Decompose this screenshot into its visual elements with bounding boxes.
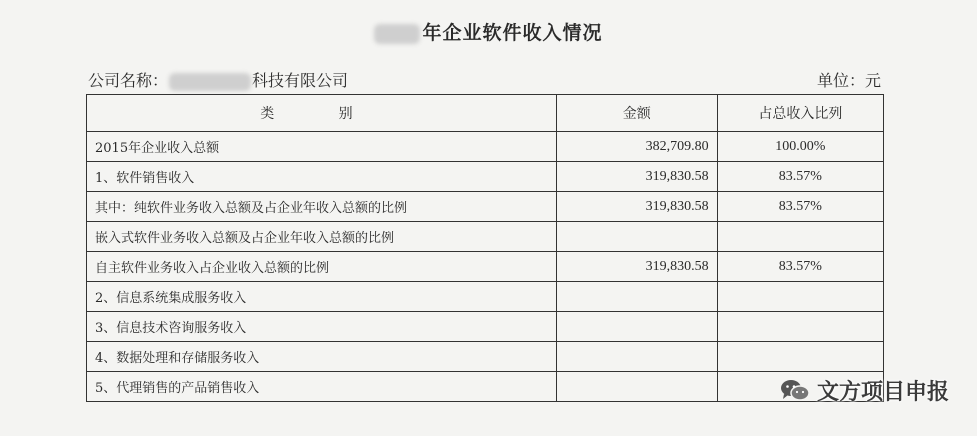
row-label: 嵌入式软件业务收入总额及占企业年收入总额的比例 xyxy=(87,222,557,252)
row-ratio xyxy=(717,222,883,252)
watermark-text: 文方项目申报 xyxy=(816,380,949,405)
row-label: 其中：纯软件业务收入总额及占企业年收入总额的比例 xyxy=(87,192,557,222)
wechat-icon xyxy=(779,378,811,404)
document-title xyxy=(0,18,977,45)
table-row xyxy=(87,192,884,222)
row-amount xyxy=(556,222,717,252)
header-category: 类 别 xyxy=(87,95,557,132)
company-line xyxy=(88,68,348,91)
row-amount xyxy=(556,282,717,312)
row-ratio: 83.57% xyxy=(717,252,883,282)
table-row xyxy=(87,132,884,162)
table-row xyxy=(87,372,884,402)
row-label: 1、软件销售收入 xyxy=(87,162,557,192)
table-row xyxy=(87,222,884,252)
row-ratio: 83.57% xyxy=(717,162,883,192)
row-ratio xyxy=(717,282,883,312)
table-row xyxy=(87,162,884,192)
table-row xyxy=(87,282,884,312)
row-label: 2015年企业收入总额 xyxy=(87,132,557,162)
row-amount: 319,830.58 xyxy=(556,162,717,192)
redacted-company-name xyxy=(169,73,251,91)
table-row xyxy=(87,342,884,372)
company-label: 公司名称： xyxy=(88,71,169,90)
row-amount xyxy=(556,342,717,372)
row-ratio: 83.57% xyxy=(717,192,883,222)
row-label: 5、代理销售的产品销售收入 xyxy=(87,372,557,402)
row-amount xyxy=(556,372,717,402)
row-label: 自主软件业务收入占企业收入总额的比例 xyxy=(87,252,557,282)
header-ratio: 占总收入比列 xyxy=(717,95,883,132)
watermark xyxy=(779,375,949,406)
table-header-row xyxy=(87,95,884,132)
table-row xyxy=(87,252,884,282)
row-amount: 382,709.80 xyxy=(556,132,717,162)
row-label: 4、数据处理和存储服务收入 xyxy=(87,342,557,372)
table-row xyxy=(87,312,884,342)
revenue-table xyxy=(86,94,884,402)
row-label: 3、信息技术咨询服务收入 xyxy=(87,312,557,342)
row-ratio xyxy=(717,312,883,342)
company-suffix: 科技有限公司 xyxy=(252,71,349,90)
row-amount xyxy=(556,312,717,342)
row-amount: 319,830.58 xyxy=(556,252,717,282)
row-amount: 319,830.58 xyxy=(556,192,717,222)
row-ratio: 100.00% xyxy=(717,132,883,162)
redacted-year xyxy=(374,24,420,44)
unit-label: 单位：元 xyxy=(816,71,881,90)
title-text: 年企业软件收入情况 xyxy=(422,22,603,44)
header-amount: 金额 xyxy=(556,95,717,132)
row-ratio xyxy=(717,342,883,372)
row-label: 2、信息系统集成服务收入 xyxy=(87,282,557,312)
